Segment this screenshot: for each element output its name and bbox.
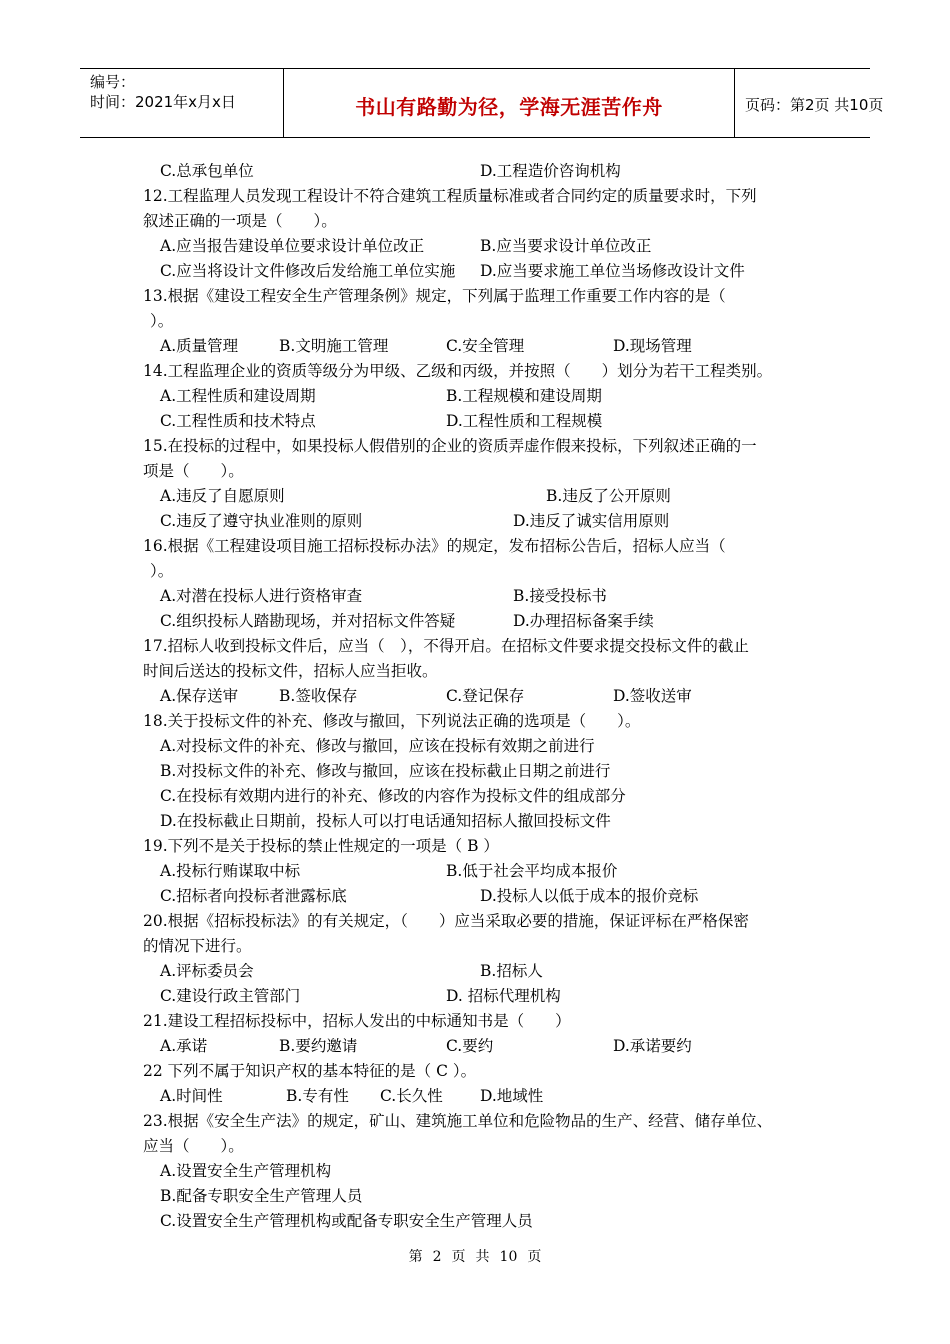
header-page-cell — [735, 69, 884, 137]
question-21: 21.建设工程招标投标中，招标人发出的中标通知书是（ ） — [143, 1012, 571, 1030]
footer-text: 页 — [451, 1249, 466, 1265]
header-motto-cell — [283, 69, 735, 137]
header-page-info: 页码：第2页 共10页 — [745, 96, 884, 114]
option-line: C.违反了遵守执业准则的原则 — [160, 512, 363, 530]
document-number-label: 编号： — [90, 73, 136, 91]
option-line: C.招标者向投标者泄露标底 — [160, 887, 347, 905]
option-line: C.应当将设计文件修改后发给施工单位实施 — [160, 262, 456, 280]
question-22: 22 下列不属于知识产权的基本特征的是（ C ）。 — [143, 1062, 477, 1080]
option-line: B.签收保存 — [279, 687, 358, 705]
option-line: A.违反了自愿原则 — [160, 487, 285, 505]
question-20: 20.根据《招标投标法》的有关规定，（ ）应当采取必要的措施，保证评标在严格保密 — [143, 912, 749, 930]
option-line: D.签收送审 — [613, 687, 692, 705]
option-line: B.工程规模和建设周期 — [446, 387, 602, 405]
option-line: B.对投标文件的补充、修改与撤回，应该在投标截止日期之前进行 — [160, 762, 611, 780]
option-line: C.组织投标人踏勘现场，并对招标文件答疑 — [160, 612, 456, 630]
option-line: B.应当要求设计单位改正 — [480, 237, 652, 255]
option-line: C.长久性 — [380, 1087, 443, 1105]
page-header — [80, 68, 884, 138]
option-line: A.投标行贿谋取中标 — [160, 862, 301, 880]
option-line: B.专有性 — [286, 1087, 349, 1105]
option-line: A.对投标文件的补充、修改与撤回，应该在投标有效期之前进行 — [160, 737, 595, 755]
question-17: 17.招标人收到投标文件后，应当（ ），不得开启。在招标文件要求提交投标文件的截止 — [143, 637, 749, 655]
question-16-cont: ）。 — [150, 562, 174, 580]
option-line: D.应当要求施工单位当场修改设计文件 — [480, 262, 745, 280]
page-footer — [0, 1246, 950, 1266]
option-line: A.设置安全生产管理机构 — [160, 1162, 332, 1180]
option-line: D.投标人以低于成本的报价竞标 — [480, 887, 699, 905]
question-12-cont: 叙述正确的一项是（ ）。 — [143, 212, 337, 230]
option-line: B.文明施工管理 — [279, 337, 389, 355]
option-line: D.工程性质和工程规模 — [446, 412, 603, 430]
option-line: C.要约 — [446, 1037, 494, 1055]
option-line: A.工程性质和建设周期 — [160, 387, 316, 405]
option-line: A.时间性 — [160, 1087, 223, 1105]
footer-text: 共 — [475, 1249, 490, 1265]
footer-page-number: 2 — [432, 1249, 442, 1265]
option-line: B.要约邀请 — [279, 1037, 358, 1055]
question-15: 15.在投标的过程中，如果投标人假借别的企业的资质弄虚作假来投标，下列叙述正确的一 — [143, 437, 757, 455]
option-line: D.在投标截止日期前，投标人可以打电话通知招标人撤回投标文件 — [160, 812, 611, 830]
option-line: B.配备专职安全生产管理人员 — [160, 1187, 363, 1205]
option-line: A.承诺 — [160, 1037, 208, 1055]
option-line: A.对潜在投标人进行资格审查 — [160, 587, 363, 605]
option-line: A.评标委员会 — [160, 962, 254, 980]
question-23-cont: 应当（ ）。 — [143, 1137, 244, 1155]
option-line: B.招标人 — [480, 962, 543, 980]
option-line: D. 招标代理机构 — [446, 987, 561, 1005]
option-line: D.工程造价咨询机构 — [480, 162, 621, 180]
option-line: A.应当报告建设单位要求设计单位改正 — [160, 237, 425, 255]
question-15-cont: 项是（ ）。 — [143, 462, 244, 480]
option-line: C.工程性质和技术特点 — [160, 412, 316, 430]
question-23: 23.根据《安全生产法》的规定，矿山、建筑施工单位和危险物品的生产、经营、储存单位、 — [143, 1112, 773, 1130]
document-date-label: 时间：2021年x月x日 — [90, 93, 236, 111]
option-line: A.保存送审 — [160, 687, 239, 705]
footer-text: 第 — [408, 1249, 423, 1265]
option-line: D.地域性 — [480, 1087, 544, 1105]
question-19: 19.下列不是关于投标的禁止性规定的一项是（ B ） — [143, 837, 499, 855]
option-line: B.接受投标书 — [513, 587, 607, 605]
option-line: A.质量管理 — [160, 337, 239, 355]
question-12: 12.工程监理人员发现工程设计不符合建筑工程质量标准或者合同约定的质量要求时，下列 — [143, 187, 757, 205]
option-line: B.违反了公开原则 — [546, 487, 671, 505]
footer-text: 页 — [527, 1249, 542, 1265]
option-line: D.现场管理 — [613, 337, 692, 355]
question-16: 16.根据《工程建设项目施工招标投标办法》的规定，发布招标公告后，招标人应当（ — [143, 537, 726, 555]
option-line: B.低于社会平均成本报价 — [446, 862, 618, 880]
question-13-cont: ）。 — [150, 312, 174, 330]
question-17-cont: 时间后送达的投标文件，招标人应当拒收。 — [143, 662, 438, 680]
header-left-cell — [80, 69, 283, 137]
option-line: C.在投标有效期内进行的补充、修改的内容作为投标文件的组成部分 — [160, 787, 626, 805]
option-line: C.登记保存 — [446, 687, 525, 705]
option-line: C.总承包单位 — [160, 162, 254, 180]
option-line: C.建设行政主管部门 — [160, 987, 301, 1005]
option-line: C.安全管理 — [446, 337, 525, 355]
option-line: C.设置安全生产管理机构或配备专职安全生产管理人员 — [160, 1212, 533, 1230]
option-line: D.承诺要约 — [613, 1037, 692, 1055]
question-18: 18.关于投标文件的补充、修改与撤回，下列说法正确的选项是（ ）。 — [143, 712, 641, 730]
question-13: 13.根据《建设工程安全生产管理条例》规定，下列属于监理工作重要工作内容的是（ — [143, 287, 726, 305]
question-20-cont: 的情况下进行。 — [143, 937, 252, 955]
option-line: D.违反了诚实信用原则 — [513, 512, 670, 530]
option-line: D.办理招标备案手续 — [513, 612, 654, 630]
footer-total-pages: 10 — [499, 1249, 518, 1265]
question-14: 14.工程监理企业的资质等级分为甲级、乙级和丙级，并按照（ ）划分为若干工程类别。 — [143, 362, 773, 380]
header-motto: 书山有路勤为径，学海无涯苦作舟 — [355, 95, 663, 119]
